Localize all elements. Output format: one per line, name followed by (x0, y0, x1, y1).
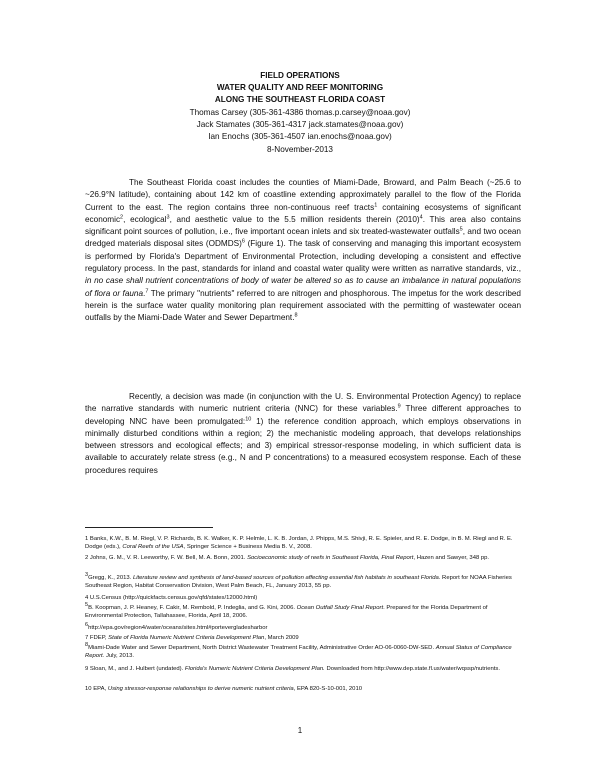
footnote-ref-8: 8 (294, 312, 298, 319)
footnote-ref-3: 3 (166, 214, 170, 221)
title-line-1: FIELD OPERATIONS (260, 71, 340, 80)
author-carsey: Thomas Carsey (305-361-4386 thomas.p.carsey@noaa.gov) (189, 108, 411, 117)
author-enochs: Ian Enochs (305-361-4507 ian.enochs@noaa.gov) (208, 132, 392, 141)
footnote-1: 1 Banks, K.W., B. M. Riegl, V. P. Richards, B. K. Walker, K. P. Helmle, L. K. B. Jordan, J. Phipps, M.S. Shivji, R. E. Spieler, and R. E. Dodge, in B. M. Riegl and R. E. Dodge (eds.), Coral Reefs of the USA, Springer Science + Business Media B. V., 2008. (85, 536, 513, 551)
footnote-ref-1: 1 (374, 201, 378, 208)
footnote-9: 9 Sloan, M., and J. Hulbert (undated). Florida's Numeric Nutrient Criteria Development Plan. Downloaded from http://www.dep.state.fl.us/water/wqssp/nutrients. (85, 666, 500, 672)
paragraph-1: The Southeast Florida coast includes the counties of Miami-Dade, Broward, and Palm Beach (~25.6 to ~26.9°N latitude), containing about 142 km of coastline extending approximately parallel to the flow of the Florida Current to the east. The region contains three non-continuous reef tracts$^1$ containing ecosystems of significant economic$^2$, ecological$^3$, and aesthetic value to the 5.5 million residents therein $(2010)^4$. This area also contains significant point sources of pollution, i.e., five important ocean inlets and six treated-wastewater outfalls$^5$, and two ocean dredged materials disposal sites (ODMDS)$^6$ (Figure 1). The task of conserving and managing this important ecosystem is performed by Florida's Department of Environmental Protection, including developing a consistent and effective regulatory process. In the past, standards for inland and coastal water quality were written as narrative standards, viz., in no case shall nutrient concentrations of body of water be altered so as to cause an imbalance in natural populations of flora or fauna.$^7$ The primary "nutrients" referred to are nitrogen and phosphorous. The impetus for the work described herein is the surface water quality monitoring plan requirement associated with the permitting of wastewater ocean outfalls by the Miami-Dade Water and Sewer Department.$^8$ (85, 178, 522, 323)
footnote-ref-4: 4 (419, 214, 423, 221)
page-number: 1 (297, 726, 303, 735)
footnote-2: 2 Johns, G. M., V. R. Leeworthy, F. W. Bell, M. A. Bonn, 2001. Socioeconomic study of reefs in Southeast Florida, Final Report, Hazen and Sawyer, 348 pp. (85, 555, 490, 561)
footnote-ref-7: 7 (145, 287, 149, 294)
footnote-10: 10 EPA, Using stressor-response relationships to derive numeric nutrient criteria, EPA 820-S-10-001, 2010 (85, 686, 363, 692)
footnote-ref-6: 6 (241, 238, 245, 245)
footnote-5: $^5$B. Koopman, J. P. Heaney, F. Cakir, M. Rembold, P. Indeglia, and G. Kini, 2006. Ocean Outfall Study Final Report. Prepared for the Florida Department of Environmental Protection, Tallahassee, Florida, April 18, 2006. (85, 602, 488, 620)
footnote-3: $^3$Gregg, K., 2013. Literature review and synthesis of land-based sources of pollution affecting essential fish habitats in southeast Florida. Report for NOAA Fisheries Southeast Region, Habitat Conservation Division, West Palm Beach, FL, January 2013, 55 pp. (85, 572, 512, 590)
footnote-7: 7 FDEP, State of Florida Numeric Nutrient Criteria Development Plan, March 2009 (85, 635, 299, 641)
footnote-6-link[interactable]: http://epa.gov/region4/water/oceans/sites.html#portevergladesharbor (88, 625, 268, 631)
footnote-ref-2: 2 (120, 214, 124, 221)
title-line-3: ALONG THE SOUTHEAST FLORIDA COAST (214, 95, 386, 104)
footnote-ref-10: 10 (245, 415, 252, 422)
paragraph-2: Recently, a decision was made (in conjunction with the U. S. Environmental Protection Agency) to replace the narrative standards with numeric nutrient criteria (NNC) for these variables.$^9$ Three different approaches to developing NNC have been promulgated:$^{10}$ 1) the reference condition approach, which employs observations in minimally disturbed conditions within a region; 2) the mechanistic modeling approach, that develops relationships between stressors and ecological effects; and 3) empirical stressor-response modeling, in which sufficient data is available to accurately relate stress (e.g., N and P concentrations) to a measured ecosystem response. Each of these procedures requires (85, 392, 521, 475)
footnote-6[interactable]: $^6$http://epa.gov/region4/water/oceans/sites.html#portevergladesharbor (85, 622, 268, 631)
footnote-4: 4 U.S.Census (http://quickfacts.census.gov/qfd/states/12000.html) (85, 595, 258, 601)
document-date: 8-November-2013 (267, 145, 333, 154)
footnote-8: $^8$Miami-Dade Water and Sewer Department, North District Wastewater Treatment Facility, Administrative Order AO-06-0060-DW-SED. Annual Status of Compliance Report. July, 2013. (85, 642, 512, 660)
footnote-separator (85, 527, 213, 528)
footnote-ref-5: 5 (459, 226, 463, 233)
title-line-2: WATER QUALITY AND REEF MONITORING (216, 83, 384, 92)
footnote-ref-9: 9 (397, 403, 401, 410)
narrative-standard-quote: in no case shall nutrient concentrations of body of water be altered so as to cause an imbalance in natural populations of flora or fauna (85, 276, 521, 298)
author-stamates: Jack Stamates (305-361-4317 jack.stamates@noaa.gov) (196, 120, 404, 129)
